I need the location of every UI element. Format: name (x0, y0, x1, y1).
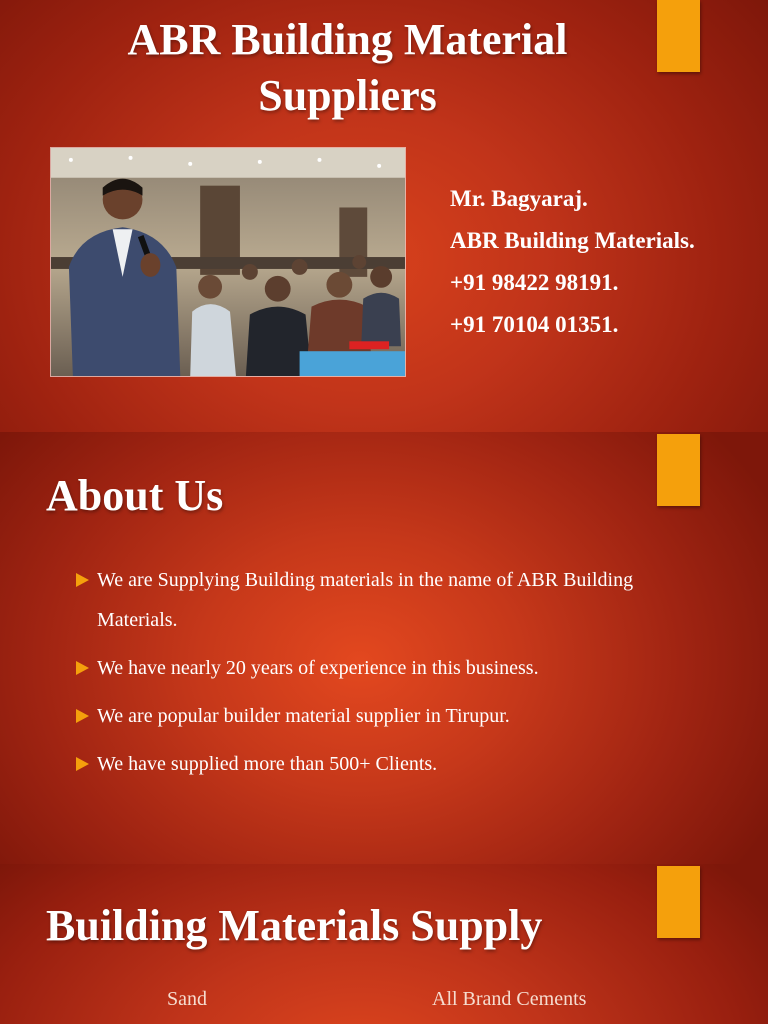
materials-heading: Building Materials Supply (46, 901, 543, 950)
list-item: We are Supplying Building materials in the name of ABR Building Materials. (76, 560, 636, 640)
material-item-cements: All Brand Cements (432, 988, 587, 1010)
about-heading: About Us (46, 471, 224, 520)
presenter-photo (50, 147, 406, 377)
accent-bar (657, 866, 700, 938)
bullet-arrow-icon (76, 757, 89, 771)
accent-bar (657, 434, 700, 506)
accent-bar (657, 0, 700, 72)
contact-phone-2: +91 70104 01351. (450, 312, 619, 337)
material-item-sand: Sand (167, 988, 207, 1010)
list-item: We have nearly 20 years of experience in this business. (76, 648, 636, 688)
contact-phone-1: +91 98422 98191. (450, 270, 619, 295)
list-item: We have supplied more than 500+ Clients. (76, 744, 636, 784)
contact-details (450, 178, 695, 346)
about-bullet-list (76, 560, 636, 792)
bullet-arrow-icon (76, 709, 89, 723)
slide-title (0, 0, 768, 432)
bullet-arrow-icon (76, 573, 89, 587)
contact-name: Mr. Bagyaraj. (450, 186, 588, 211)
bullet-arrow-icon (76, 661, 89, 675)
page-title: ABR Building Material Suppliers (127, 15, 568, 120)
list-item: We are popular builder material supplier in Tirupur. (76, 696, 636, 736)
contact-company: ABR Building Materials. (450, 228, 695, 253)
